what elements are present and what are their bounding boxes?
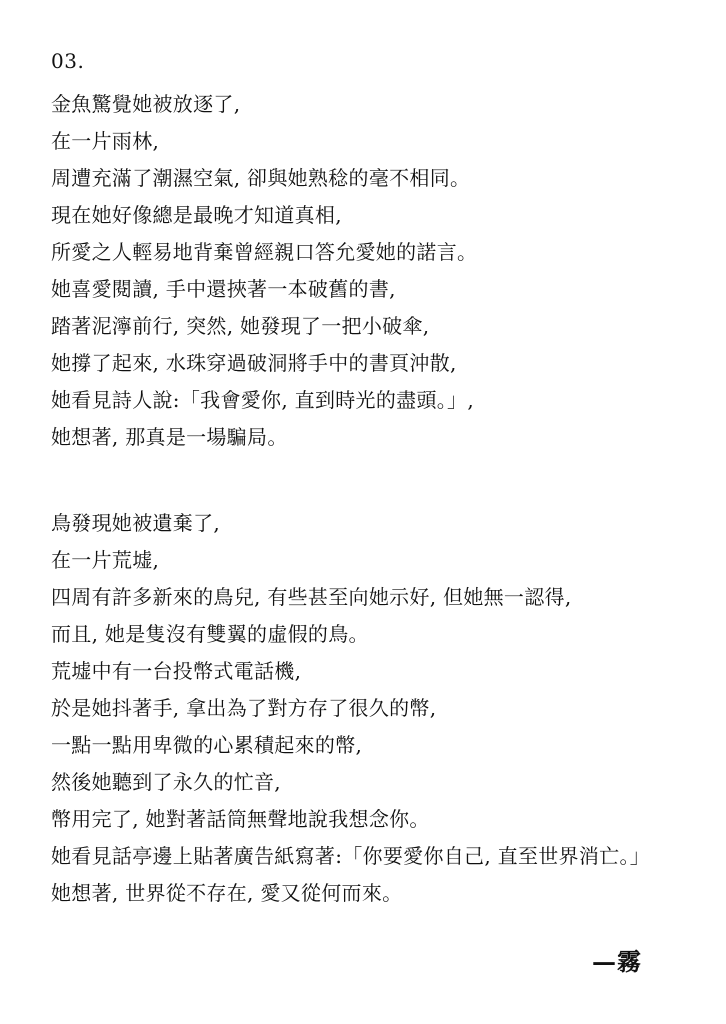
- poem-line: 踏著泥濘前行, 突然, 她發現了一把小破傘,: [51, 314, 430, 338]
- poem-number: 03.: [51, 49, 85, 73]
- poem-line: 於是她抖著手, 拿出為了對方存了很久的幣,: [51, 696, 437, 720]
- stanza-goldfish: [51, 86, 477, 456]
- poem-line: 然後她聽到了永久的忙音,: [51, 770, 281, 794]
- author-signature: —霧: [592, 947, 642, 976]
- poem-line: 她看見話亭邊上貼著廣告紙寫著:「你要愛你自己, 直至世界消亡。」: [51, 844, 651, 868]
- poem-line: 周遭充滿了潮濕空氣, 卻與她熟稔的毫不相同。: [51, 166, 471, 190]
- stanza-bird: [51, 505, 650, 912]
- poem-line: 她想著, 世界從不存在, 愛又從何而來。: [51, 881, 403, 905]
- poem-line: 在一片雨林,: [51, 129, 160, 153]
- poem-line: 她撐了起來, 水珠穿過破洞將手中的書頁沖散,: [51, 351, 457, 375]
- poem-line: 她看見詩人說:「我會愛你, 直到時光的盡頭。」,: [51, 388, 475, 412]
- poem-line: 現在她好像總是最晚才知道真相,: [51, 203, 342, 227]
- poem-line: 在一片荒墟,: [51, 548, 160, 572]
- poem-line: 她想著, 那真是一場騙局。: [51, 425, 288, 449]
- poem-line: 所愛之人輕易地背棄曾經親口答允愛她的諾言。: [51, 240, 478, 264]
- poem-line: 她喜愛閱讀, 手中還挾著一本破舊的書,: [51, 277, 396, 301]
- poem-line: 金魚驚覺她被放逐了,: [51, 92, 241, 116]
- poem-line: 四周有許多新來的鳥兒, 有些甚至向她示好, 但她無一認得,: [51, 585, 572, 609]
- poem-line: 而且, 她是隻沒有雙翼的虛假的鳥。: [51, 622, 369, 646]
- poem-line: 鳥發現她被遺棄了,: [51, 511, 221, 535]
- poem-line: 幣用完了, 她對著話筒無聲地說我想念你。: [51, 807, 430, 831]
- poem-line: 荒墟中有一台投幣式電話機,: [51, 659, 302, 683]
- poem-line: 一點一點用卑微的心累積起來的幣,: [51, 733, 363, 757]
